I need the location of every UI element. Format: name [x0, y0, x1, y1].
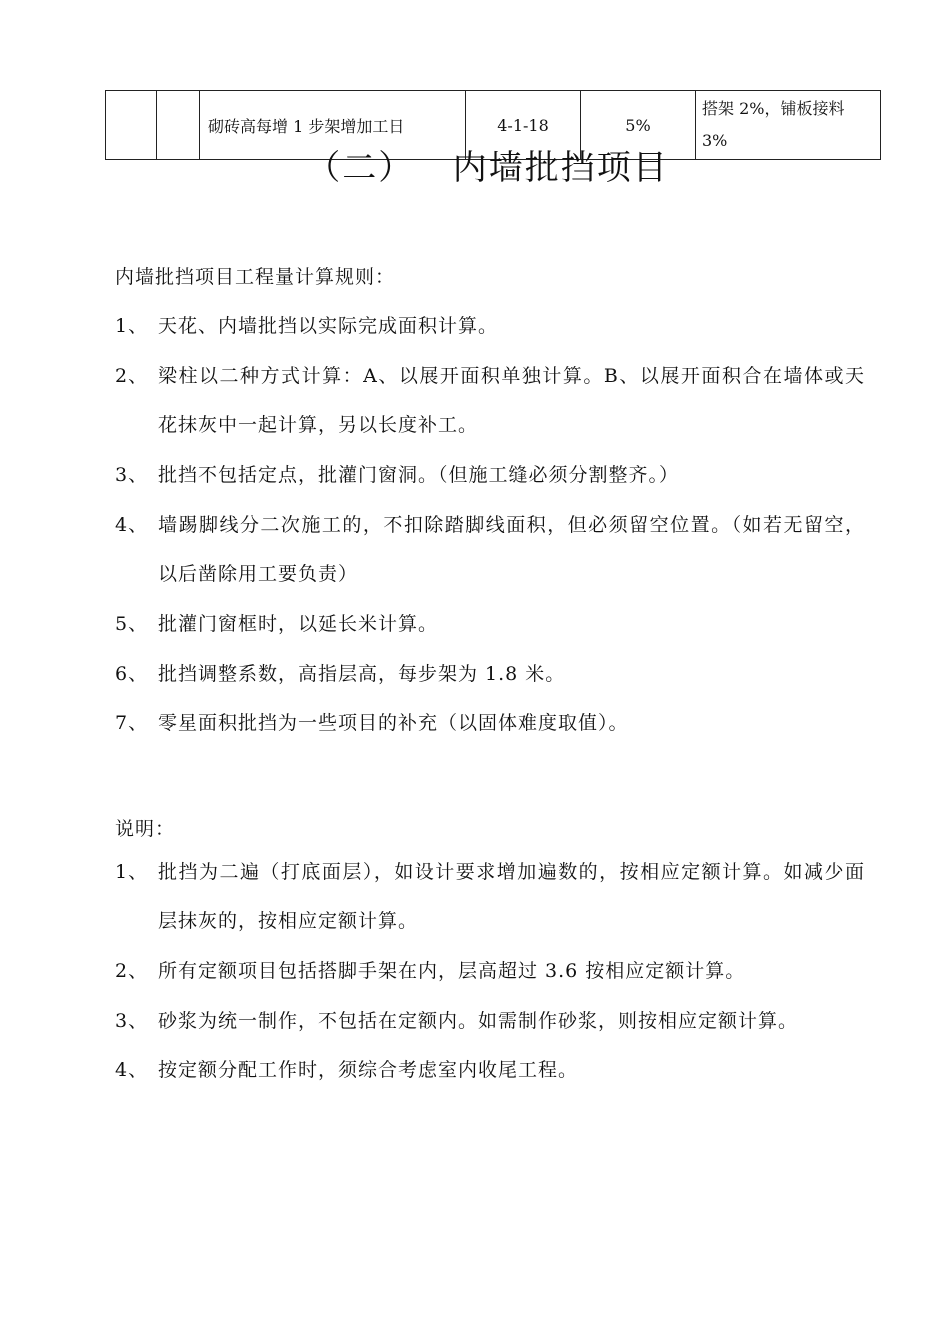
note-number: 3、 [115, 1010, 149, 1032]
rule-number: 6、 [115, 663, 149, 685]
section-title: （二） 内墙批挡项目 [306, 148, 669, 188]
rule-number: 5、 [115, 613, 149, 635]
note-item [115, 997, 865, 1046]
rule-number: 4、 [115, 514, 149, 536]
rule-item [115, 501, 865, 599]
note-number: 4、 [115, 1059, 149, 1081]
rules-heading: 内墙批挡项目工程量计算规则： [115, 266, 396, 288]
rule-text: 批灌门窗框时，以延长米计算。 [158, 613, 439, 635]
note-number: 2、 [115, 960, 149, 982]
rule-item [115, 699, 865, 748]
rule-item [115, 302, 865, 351]
note-text: 所有定额项目包括搭脚手架在内，层高超过 3.6 按相应定额计算。 [158, 960, 746, 982]
rule-number: 3、 [115, 464, 149, 486]
note-text: 按定额分配工作时，须综合考虑室内收尾工程。 [158, 1059, 579, 1081]
rule-text: 批挡调整系数，高指层高，每步架为 1.8 米。 [158, 663, 566, 685]
rule-number: 7、 [115, 712, 149, 734]
rule-text: 零星面积批挡为一些项目的补充（以固体难度取值）。 [158, 712, 629, 734]
rule-item [115, 600, 865, 649]
rule-item [115, 650, 865, 699]
rule-text: 墙踢脚线分二次施工的，不扣除踏脚线面积，但必须留空位置。（如若无留空，以后凿除用工要负责） [158, 514, 865, 585]
table-cell-note: 搭架 2%，铺板接料 3% [696, 91, 881, 160]
note-text: 批挡为二遍（打底面层），如设计要求增加遍数的，按相应定额计算。如减少面层抹灰的，按相应定额计算。 [158, 861, 865, 932]
rule-text: 批挡不包括定点，批灌门窗洞。（但施工缝必须分割整齐。） [158, 464, 680, 486]
table-cell-item: 砌砖高每增 1 步架增加工日 [200, 91, 466, 160]
notes-heading: 说明： [115, 818, 176, 840]
note-item [115, 947, 865, 996]
table-cell-code: 4-1-18 [466, 91, 581, 160]
rule-number: 1、 [115, 315, 149, 337]
note-number: 1、 [115, 861, 149, 883]
rule-number: 2、 [115, 365, 149, 387]
note-text: 砂浆为统一制作，不包括在定额内。如需制作砂浆，则按相应定额计算。 [158, 1010, 799, 1032]
rule-item [115, 451, 865, 500]
rule-text: 梁柱以二种方式计算：A、以展开面积单独计算。B、以展开面积合在墙体或天花抹灰中一起计算，另以长度补工。 [158, 365, 865, 436]
rule-item [115, 352, 865, 450]
note-item [115, 848, 865, 946]
rule-text: 天花、内墙批挡以实际完成面积计算。 [158, 315, 499, 337]
table-cell-rate: 5% [581, 91, 696, 160]
note-item [115, 1046, 865, 1095]
